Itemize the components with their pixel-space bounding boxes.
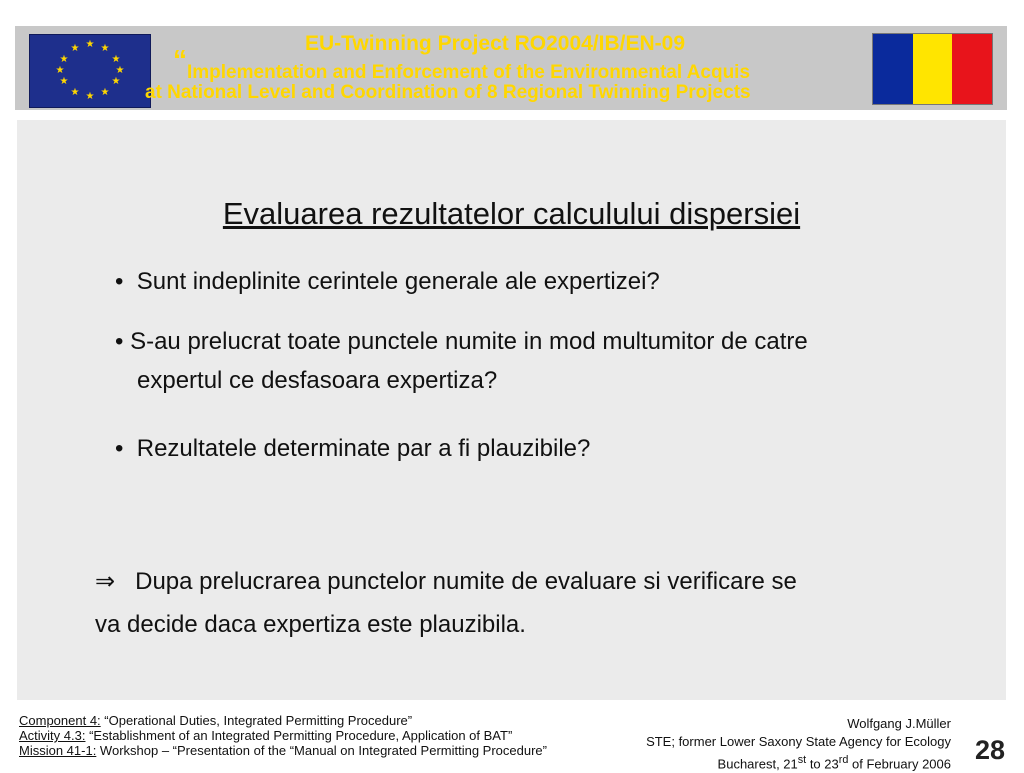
date-superscript-2: rd bbox=[838, 754, 849, 766]
project-title-line-2: at National Level and Coordination of 8 Regional Twinning Projects bbox=[145, 82, 751, 103]
footer-activity bbox=[19, 728, 547, 743]
bullet-marker: • bbox=[115, 268, 124, 295]
footer-affiliation: STE; former Lower Saxony State Agency for Ecology bbox=[646, 734, 951, 749]
slide-content bbox=[17, 120, 1006, 700]
conclusion-text bbox=[95, 560, 975, 646]
conclusion-line-2: va decide daca expertiza este plauzibila. bbox=[95, 611, 526, 638]
bullet-marker: • bbox=[115, 435, 124, 462]
slide-header bbox=[15, 26, 1007, 110]
bullet-text: S-au prelucrat toate punctele numite in mod multumitor de catre bbox=[130, 328, 808, 355]
conclusion-line-1: Dupa prelucrarea punctelor numite de evaluare si verificare se bbox=[135, 568, 797, 595]
footer-project-info bbox=[19, 713, 547, 758]
bullet-item bbox=[115, 429, 590, 468]
footer-mission-text: Workshop – “Presentation of the “Manual on Integrated Permitting Procedure” bbox=[96, 743, 547, 758]
slide-title: Evaluarea rezultatelor calculului dispersiei bbox=[222, 196, 801, 231]
bullet-item bbox=[115, 262, 660, 301]
date-middle: to 23 bbox=[806, 756, 839, 772]
footer-component-text: “Operational Duties, Integrated Permitting Procedure” bbox=[100, 713, 413, 728]
bullet-item bbox=[115, 322, 808, 400]
romania-flag-icon bbox=[872, 33, 993, 105]
date-superscript-1: st bbox=[797, 754, 807, 766]
quote-mark: “ bbox=[173, 44, 187, 75]
implies-arrow-icon: ⇒ bbox=[95, 568, 116, 595]
bullet-marker: • bbox=[115, 328, 124, 355]
footer-date bbox=[646, 751, 951, 773]
footer-activity-label: Activity 4.3: bbox=[19, 728, 86, 743]
footer-mission bbox=[19, 743, 547, 758]
footer-mission-label: Mission 41-1: bbox=[19, 743, 97, 758]
bullet-text: Rezultatele determinate par a fi plauzibile? bbox=[136, 435, 591, 462]
footer-author: Wolfgang J.Müller bbox=[847, 716, 951, 731]
bullet-text: Sunt indeplinite cerintele generale ale expertizei? bbox=[136, 268, 660, 295]
project-title-line-1: Implementation and Enforcement of the Environmental Acquis bbox=[187, 62, 751, 83]
footer-activity-text: “Establishment of an Integrated Permitting Procedure, Application of BAT” bbox=[85, 728, 513, 743]
project-code-heading: EU-Twinning Project RO2004/IB/EN-09 bbox=[305, 32, 686, 55]
footer-author-info bbox=[646, 715, 951, 773]
footer-component-label: Component 4: bbox=[19, 713, 101, 728]
eu-flag-icon: ★ ★ ★ ★ ★ ★ ★ ★ ★ ★ ★ ★ bbox=[29, 34, 151, 108]
date-prefix: Bucharest, 21 bbox=[717, 756, 798, 772]
bullet-text-continuation: expertul ce desfasoara expertiza? bbox=[137, 367, 498, 394]
page-number: 28 bbox=[975, 735, 1006, 765]
footer-component bbox=[19, 713, 547, 728]
date-suffix: of February 2006 bbox=[848, 756, 951, 772]
